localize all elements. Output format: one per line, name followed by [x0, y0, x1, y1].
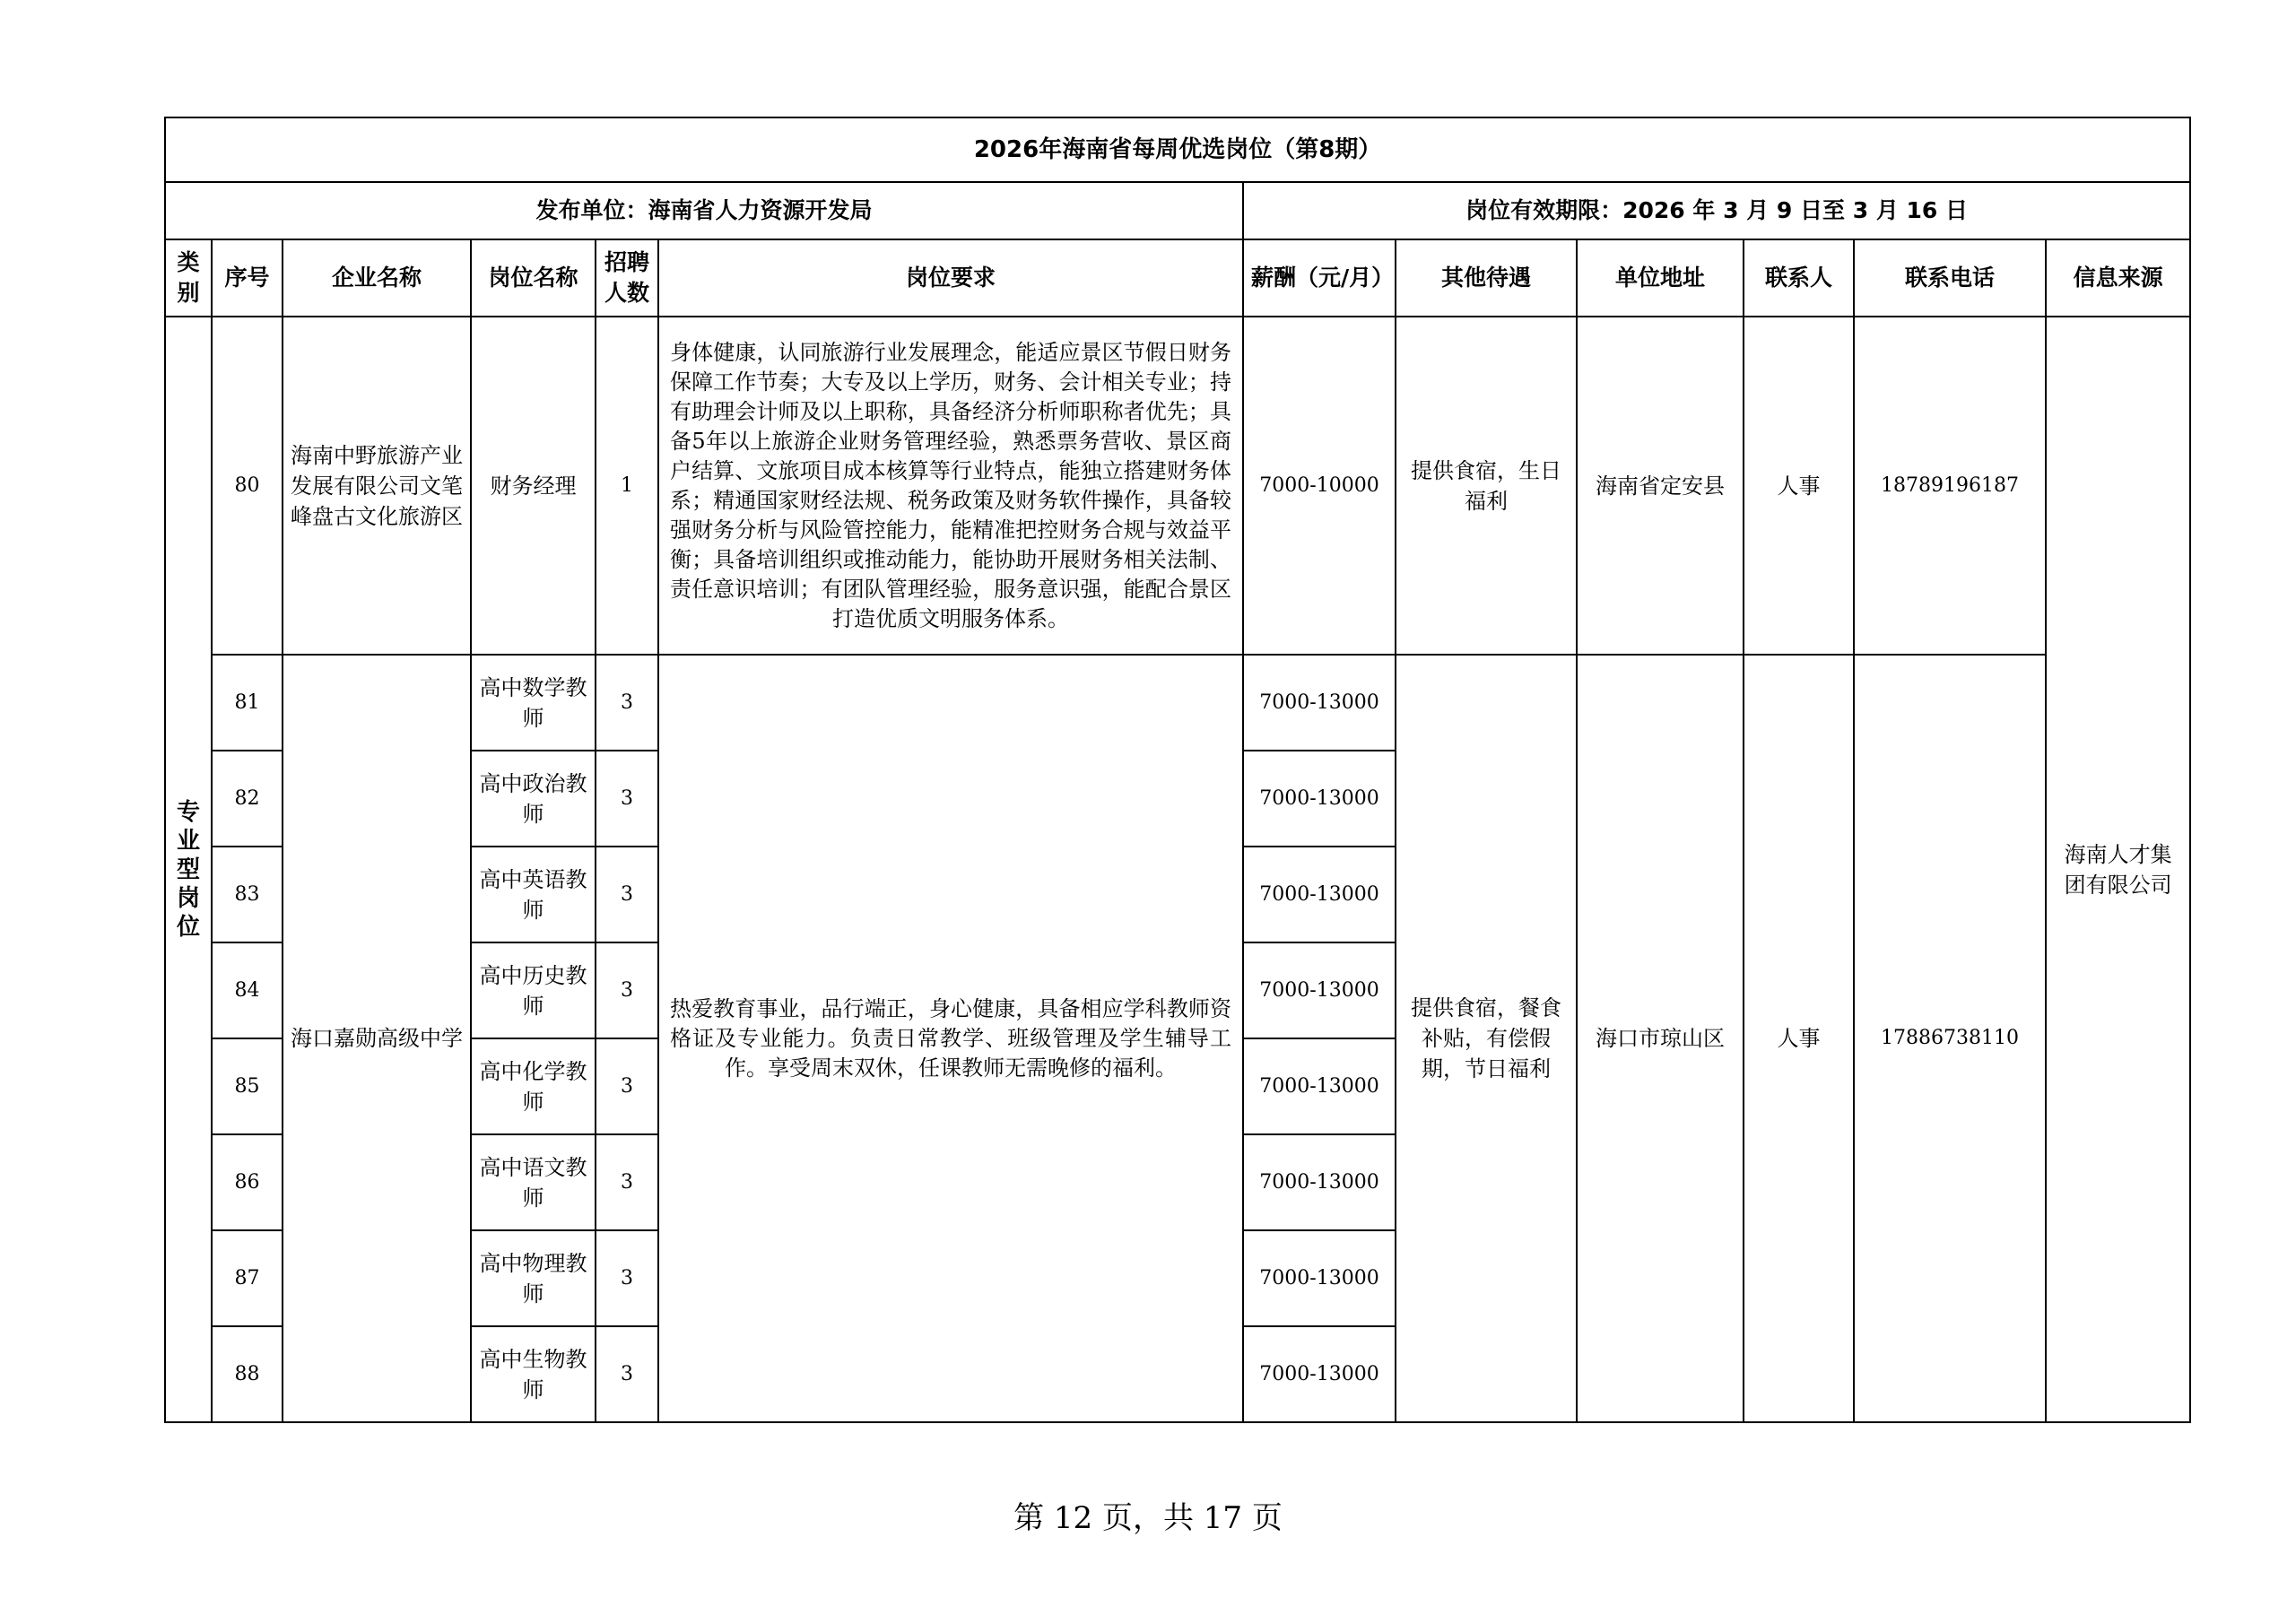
header-seq: 序号	[212, 239, 283, 317]
seq-cell: 80	[212, 317, 283, 655]
table-row	[165, 655, 2190, 751]
seq-cell: 82	[212, 751, 283, 847]
category-cell	[165, 317, 212, 1422]
position-cell: 高中历史教师	[471, 942, 596, 1038]
requirements-cell: 身体健康，认同旅游行业发展理念，能适应景区节假日财务保障工作节奏；大专及以上学历，财务、会计相关专业；持有助理会计师及以上职称，具备经济分析师职称者优先；具备5年以上旅游企业财务管理经验，熟悉票务营收、景区商户结算、文旅项目成本核算等行业特点，能独立搭建财务体系；精通国家财经法规、税务政策及财务软件操作，具备较强财务分析与风险管控能力，能精准把控财务合规与效益平衡；具备培训组织或推动能力，能协助开展财务相关法制、责任意识培训；有团队管理经验，服务意识强，能配合景区打造优质文明服务体系。	[658, 317, 1243, 655]
header-source: 信息来源	[2046, 239, 2190, 317]
school-benefits-cell: 提供食宿，餐食补贴，有偿假期，节日福利	[1396, 655, 1577, 1422]
header-benefits: 其他待遇	[1396, 239, 1577, 317]
header-count: 招聘人数	[596, 239, 658, 317]
count-cell: 3	[596, 1134, 658, 1230]
header-position: 岗位名称	[471, 239, 596, 317]
salary-cell: 7000-13000	[1243, 1230, 1396, 1326]
salary-cell: 7000-10000	[1243, 317, 1396, 655]
contact-cell: 人事	[1744, 317, 1854, 655]
school-company-cell: 海口嘉勋高级中学	[283, 655, 471, 1422]
count-cell: 3	[596, 1038, 658, 1134]
count-cell: 3	[596, 942, 658, 1038]
header-salary: 薪酬（元/月）	[1243, 239, 1396, 317]
page-number: 第 12 页，共 17 页	[1013, 1500, 1283, 1536]
salary-cell: 7000-13000	[1243, 1038, 1396, 1134]
position-cell: 高中数学教师	[471, 655, 596, 751]
header-requirements: 岗位要求	[658, 239, 1243, 317]
seq-cell: 87	[212, 1230, 283, 1326]
count-cell: 3	[596, 655, 658, 751]
seq-cell: 88	[212, 1326, 283, 1422]
position-cell: 高中化学教师	[471, 1038, 596, 1134]
validity-cell: 岗位有效期限：2026 年 3 月 9 日至 3 月 16 日	[1243, 182, 2190, 239]
header-company: 企业名称	[283, 239, 471, 317]
school-requirements-cell: 热爱教育事业，品行端正，身心健康，具备相应学科教师资格证及专业能力。负责日常教学、班级管理及学生辅导工作。享受周末双休，任课教师无需晚修的福利。	[658, 655, 1243, 1422]
benefits-cell: 提供食宿，生日福利	[1396, 317, 1577, 655]
publisher-cell: 发布单位：海南省人力资源开发局	[165, 182, 1243, 239]
header-phone: 联系电话	[1854, 239, 2046, 317]
header-address: 单位地址	[1577, 239, 1744, 317]
salary-cell: 7000-13000	[1243, 942, 1396, 1038]
salary-cell: 7000-13000	[1243, 751, 1396, 847]
seq-cell: 81	[212, 655, 283, 751]
source-cell: 海南人才集团有限公司	[2046, 317, 2190, 1422]
seq-cell: 85	[212, 1038, 283, 1134]
count-cell: 3	[596, 1230, 658, 1326]
school-contact-cell: 人事	[1744, 655, 1854, 1422]
salary-cell: 7000-13000	[1243, 847, 1396, 942]
school-phone-cell: 17886738110	[1854, 655, 2046, 1422]
table-title: 2026年海南省每周优选岗位（第8期）	[165, 117, 2190, 182]
seq-cell: 83	[212, 847, 283, 942]
position-cell: 高中政治教师	[471, 751, 596, 847]
salary-cell: 7000-13000	[1243, 655, 1396, 751]
phone-cell: 18789196187	[1854, 317, 2046, 655]
position-cell: 高中英语教师	[471, 847, 596, 942]
position-cell: 财务经理	[471, 317, 596, 655]
company-cell: 海南中野旅游产业发展有限公司文笔峰盘古文化旅游区	[283, 317, 471, 655]
address-cell: 海南省定安县	[1577, 317, 1744, 655]
position-cell: 高中语文教师	[471, 1134, 596, 1230]
count-cell: 3	[596, 847, 658, 942]
job-listing-table	[164, 117, 2191, 1423]
category-label: 专业型岗位	[176, 798, 200, 941]
count-cell: 3	[596, 751, 658, 847]
header-contact: 联系人	[1744, 239, 1854, 317]
count-cell: 1	[596, 317, 658, 655]
salary-cell: 7000-13000	[1243, 1134, 1396, 1230]
table-row	[165, 317, 2190, 655]
seq-cell: 86	[212, 1134, 283, 1230]
header-category: 类别	[165, 239, 212, 317]
count-cell: 3	[596, 1326, 658, 1422]
seq-cell: 84	[212, 942, 283, 1038]
position-cell: 高中生物教师	[471, 1326, 596, 1422]
position-cell: 高中物理教师	[471, 1230, 596, 1326]
salary-cell: 7000-13000	[1243, 1326, 1396, 1422]
school-address-cell: 海口市琼山区	[1577, 655, 1744, 1422]
